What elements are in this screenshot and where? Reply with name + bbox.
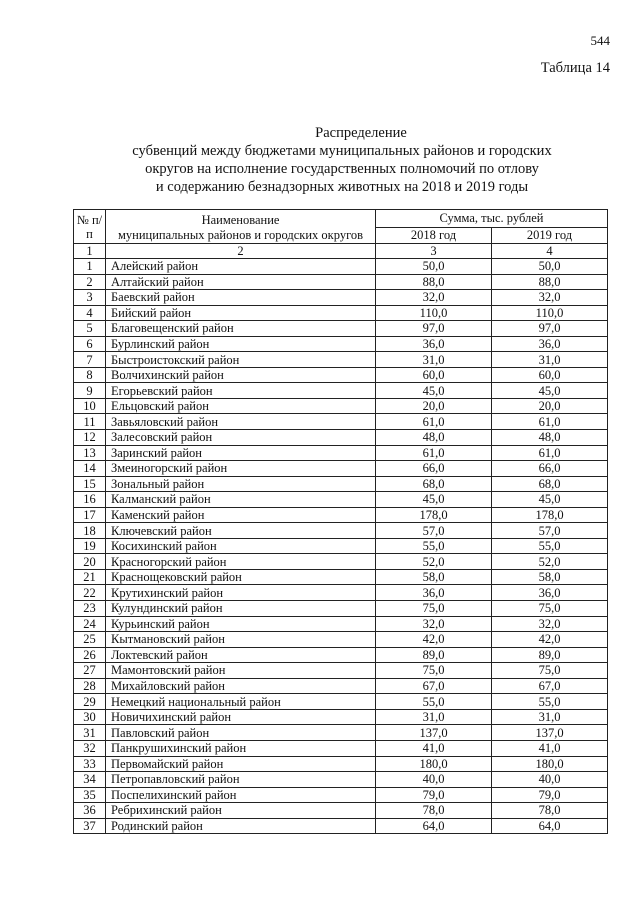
row-district-name: Кулундинский район bbox=[106, 601, 376, 617]
row-amount-2018: 32,0 bbox=[376, 616, 492, 632]
table-row bbox=[74, 787, 608, 803]
row-number: 12 bbox=[74, 430, 106, 446]
row-amount-2018: 75,0 bbox=[376, 601, 492, 617]
table-row bbox=[74, 321, 608, 337]
row-amount-2018: 42,0 bbox=[376, 632, 492, 648]
row-amount-2018: 178,0 bbox=[376, 507, 492, 523]
row-district-name: Ельцовский район bbox=[106, 398, 376, 414]
row-amount-2018: 88,0 bbox=[376, 274, 492, 290]
row-amount-2019: 68,0 bbox=[492, 476, 608, 492]
row-amount-2019: 75,0 bbox=[492, 663, 608, 679]
row-amount-2018: 89,0 bbox=[376, 647, 492, 663]
table-row bbox=[74, 476, 608, 492]
row-number: 21 bbox=[74, 569, 106, 585]
row-district-name: Ребрихинский район bbox=[106, 803, 376, 819]
table-row bbox=[74, 601, 608, 617]
row-district-name: Краснощековский район bbox=[106, 569, 376, 585]
row-amount-2019: 32,0 bbox=[492, 290, 608, 306]
row-number: 29 bbox=[74, 694, 106, 710]
title-line: субвенций между бюджетами муниципальных районов и городских bbox=[132, 143, 552, 159]
row-number: 2 bbox=[74, 274, 106, 290]
row-number: 8 bbox=[74, 367, 106, 383]
table-row bbox=[74, 259, 608, 275]
row-number: 6 bbox=[74, 336, 106, 352]
title-line: и содержанию безнадзорных животных на 2018 и 2019 годы bbox=[155, 179, 529, 195]
row-district-name: Локтевский район bbox=[106, 647, 376, 663]
row-amount-2018: 68,0 bbox=[376, 476, 492, 492]
row-number: 33 bbox=[74, 756, 106, 772]
table-row bbox=[74, 694, 608, 710]
row-amount-2019: 88,0 bbox=[492, 274, 608, 290]
row-number: 19 bbox=[74, 538, 106, 554]
row-number: 5 bbox=[74, 321, 106, 337]
table-row bbox=[74, 414, 608, 430]
row-amount-2019: 31,0 bbox=[492, 709, 608, 725]
row-amount-2019: 20,0 bbox=[492, 398, 608, 414]
row-amount-2019: 57,0 bbox=[492, 523, 608, 539]
header-name-line: Наименование bbox=[201, 213, 280, 227]
row-district-name: Мамонтовский район bbox=[106, 663, 376, 679]
header-name-line: муниципальных районов и городских округов bbox=[117, 228, 364, 242]
column-index: 2 bbox=[106, 244, 376, 259]
row-number: 1 bbox=[74, 259, 106, 275]
row-district-name: Крутихинский район bbox=[106, 585, 376, 601]
table-row bbox=[74, 647, 608, 663]
row-amount-2019: 55,0 bbox=[492, 694, 608, 710]
row-district-name: Родинский район bbox=[106, 818, 376, 834]
page-number: 544 bbox=[590, 33, 610, 48]
row-number: 3 bbox=[74, 290, 106, 306]
table-row bbox=[74, 336, 608, 352]
row-number: 10 bbox=[74, 398, 106, 414]
table-row bbox=[74, 445, 608, 461]
row-district-name: Новичихинский район bbox=[106, 709, 376, 725]
row-district-name: Кытмановский район bbox=[106, 632, 376, 648]
row-district-name: Завьяловский район bbox=[106, 414, 376, 430]
row-amount-2018: 110,0 bbox=[376, 305, 492, 321]
row-number: 31 bbox=[74, 725, 106, 741]
table-row bbox=[74, 678, 608, 694]
header-year-2018: 2018 год bbox=[376, 228, 492, 244]
row-amount-2018: 64,0 bbox=[376, 818, 492, 834]
row-district-name: Павловский район bbox=[106, 725, 376, 741]
table-row bbox=[74, 725, 608, 741]
title-line: округов на исполнение государственных полномочий по отлову bbox=[145, 161, 539, 177]
row-number: 13 bbox=[74, 445, 106, 461]
row-district-name: Быстроистокский район bbox=[106, 352, 376, 368]
row-amount-2019: 32,0 bbox=[492, 616, 608, 632]
row-district-name: Залесовский район bbox=[106, 430, 376, 446]
table-row bbox=[74, 538, 608, 554]
table-row bbox=[74, 274, 608, 290]
table-row bbox=[74, 305, 608, 321]
row-number: 30 bbox=[74, 709, 106, 725]
row-amount-2018: 41,0 bbox=[376, 740, 492, 756]
row-amount-2018: 55,0 bbox=[376, 694, 492, 710]
row-amount-2019: 97,0 bbox=[492, 321, 608, 337]
row-number: 27 bbox=[74, 663, 106, 679]
row-number: 14 bbox=[74, 461, 106, 477]
row-amount-2018: 48,0 bbox=[376, 430, 492, 446]
row-district-name: Поспелихинский район bbox=[106, 787, 376, 803]
header-name bbox=[106, 210, 376, 244]
row-district-name: Благовещенский район bbox=[106, 321, 376, 337]
row-district-name: Немецкий национальный район bbox=[106, 694, 376, 710]
row-amount-2019: 58,0 bbox=[492, 569, 608, 585]
row-amount-2019: 180,0 bbox=[492, 756, 608, 772]
row-amount-2019: 36,0 bbox=[492, 585, 608, 601]
row-district-name: Петропавловский район bbox=[106, 772, 376, 788]
row-number: 22 bbox=[74, 585, 106, 601]
row-number: 15 bbox=[74, 476, 106, 492]
row-number: 23 bbox=[74, 601, 106, 617]
row-amount-2018: 31,0 bbox=[376, 352, 492, 368]
table-row bbox=[74, 709, 608, 725]
row-district-name: Калманский район bbox=[106, 492, 376, 508]
row-amount-2018: 67,0 bbox=[376, 678, 492, 694]
row-district-name: Красногорский район bbox=[106, 554, 376, 570]
row-number: 26 bbox=[74, 647, 106, 663]
column-index: 4 bbox=[492, 244, 608, 259]
row-amount-2019: 61,0 bbox=[492, 414, 608, 430]
row-amount-2018: 78,0 bbox=[376, 803, 492, 819]
row-amount-2019: 45,0 bbox=[492, 492, 608, 508]
table-row bbox=[74, 772, 608, 788]
row-amount-2019: 41,0 bbox=[492, 740, 608, 756]
table-row bbox=[74, 740, 608, 756]
row-amount-2019: 36,0 bbox=[492, 336, 608, 352]
table-label: Таблица 14 bbox=[540, 60, 610, 76]
row-district-name: Змеиногорский район bbox=[106, 461, 376, 477]
row-number: 20 bbox=[74, 554, 106, 570]
row-amount-2018: 66,0 bbox=[376, 461, 492, 477]
row-number: 18 bbox=[74, 523, 106, 539]
row-number: 34 bbox=[74, 772, 106, 788]
row-amount-2019: 55,0 bbox=[492, 538, 608, 554]
table-row bbox=[74, 492, 608, 508]
row-amount-2019: 137,0 bbox=[492, 725, 608, 741]
table-row bbox=[74, 616, 608, 632]
row-district-name: Зональный район bbox=[106, 476, 376, 492]
row-amount-2019: 31,0 bbox=[492, 352, 608, 368]
column-index: 1 bbox=[74, 244, 106, 259]
row-amount-2018: 79,0 bbox=[376, 787, 492, 803]
row-amount-2019: 52,0 bbox=[492, 554, 608, 570]
row-amount-2018: 45,0 bbox=[376, 492, 492, 508]
row-amount-2018: 32,0 bbox=[376, 290, 492, 306]
row-district-name: Волчихинский район bbox=[106, 367, 376, 383]
column-index-row bbox=[74, 244, 608, 259]
row-district-name: Панкрушихинский район bbox=[106, 740, 376, 756]
row-amount-2018: 180,0 bbox=[376, 756, 492, 772]
row-amount-2019: 89,0 bbox=[492, 647, 608, 663]
row-district-name: Косихинский район bbox=[106, 538, 376, 554]
table-row bbox=[74, 523, 608, 539]
row-amount-2019: 67,0 bbox=[492, 678, 608, 694]
row-number: 4 bbox=[74, 305, 106, 321]
table-row bbox=[74, 585, 608, 601]
row-amount-2018: 40,0 bbox=[376, 772, 492, 788]
row-district-name: Ключевский район bbox=[106, 523, 376, 539]
table-row bbox=[74, 290, 608, 306]
row-amount-2019: 178,0 bbox=[492, 507, 608, 523]
row-amount-2018: 45,0 bbox=[376, 383, 492, 399]
row-number: 11 bbox=[74, 414, 106, 430]
table-row bbox=[74, 430, 608, 446]
row-amount-2018: 75,0 bbox=[376, 663, 492, 679]
table-row bbox=[74, 461, 608, 477]
row-number: 37 bbox=[74, 818, 106, 834]
row-amount-2018: 52,0 bbox=[376, 554, 492, 570]
row-amount-2018: 58,0 bbox=[376, 569, 492, 585]
row-amount-2018: 137,0 bbox=[376, 725, 492, 741]
row-amount-2018: 57,0 bbox=[376, 523, 492, 539]
row-amount-2019: 61,0 bbox=[492, 445, 608, 461]
table-row bbox=[74, 507, 608, 523]
row-district-name: Баевский район bbox=[106, 290, 376, 306]
row-amount-2019: 48,0 bbox=[492, 430, 608, 446]
row-amount-2019: 40,0 bbox=[492, 772, 608, 788]
title-line: Распределение bbox=[315, 125, 407, 141]
table-row bbox=[74, 663, 608, 679]
row-district-name: Курьинский район bbox=[106, 616, 376, 632]
row-number: 9 bbox=[74, 383, 106, 399]
row-district-name: Алейский район bbox=[106, 259, 376, 275]
table-row bbox=[74, 398, 608, 414]
row-number: 32 bbox=[74, 740, 106, 756]
row-amount-2019: 78,0 bbox=[492, 803, 608, 819]
row-amount-2019: 64,0 bbox=[492, 818, 608, 834]
row-amount-2018: 55,0 bbox=[376, 538, 492, 554]
row-district-name: Алтайский район bbox=[106, 274, 376, 290]
table-row bbox=[74, 803, 608, 819]
row-amount-2018: 97,0 bbox=[376, 321, 492, 337]
row-amount-2018: 31,0 bbox=[376, 709, 492, 725]
row-number: 28 bbox=[74, 678, 106, 694]
row-amount-2019: 75,0 bbox=[492, 601, 608, 617]
table-row bbox=[74, 367, 608, 383]
column-index: 3 bbox=[376, 244, 492, 259]
table-row bbox=[74, 383, 608, 399]
row-number: 36 bbox=[74, 803, 106, 819]
document-title bbox=[0, 124, 640, 196]
row-amount-2019: 42,0 bbox=[492, 632, 608, 648]
row-amount-2019: 110,0 bbox=[492, 305, 608, 321]
table-row bbox=[74, 632, 608, 648]
row-number: 16 bbox=[74, 492, 106, 508]
row-number: 24 bbox=[74, 616, 106, 632]
row-amount-2019: 60,0 bbox=[492, 367, 608, 383]
header-year-2019: 2019 год bbox=[492, 228, 608, 244]
row-amount-2018: 60,0 bbox=[376, 367, 492, 383]
table-row bbox=[74, 554, 608, 570]
row-district-name: Заринский район bbox=[106, 445, 376, 461]
row-district-name: Первомайский район bbox=[106, 756, 376, 772]
table-row bbox=[74, 352, 608, 368]
table-row bbox=[74, 756, 608, 772]
row-amount-2018: 61,0 bbox=[376, 414, 492, 430]
row-district-name: Бурлинский район bbox=[106, 336, 376, 352]
row-amount-2019: 79,0 bbox=[492, 787, 608, 803]
row-amount-2018: 50,0 bbox=[376, 259, 492, 275]
row-amount-2018: 36,0 bbox=[376, 585, 492, 601]
row-district-name: Бийский район bbox=[106, 305, 376, 321]
header-number: № п/п bbox=[74, 210, 106, 244]
row-number: 35 bbox=[74, 787, 106, 803]
row-number: 7 bbox=[74, 352, 106, 368]
row-amount-2019: 45,0 bbox=[492, 383, 608, 399]
row-amount-2018: 61,0 bbox=[376, 445, 492, 461]
row-number: 17 bbox=[74, 507, 106, 523]
row-district-name: Егорьевский район bbox=[106, 383, 376, 399]
row-district-name: Михайловский район bbox=[106, 678, 376, 694]
row-amount-2019: 66,0 bbox=[492, 461, 608, 477]
table-row bbox=[74, 569, 608, 585]
table-row bbox=[74, 818, 608, 834]
row-amount-2019: 50,0 bbox=[492, 259, 608, 275]
header-sum: Сумма, тыс. рублей bbox=[376, 210, 608, 228]
row-district-name: Каменский район bbox=[106, 507, 376, 523]
table-body bbox=[74, 259, 608, 834]
distribution-table bbox=[73, 209, 608, 834]
row-amount-2018: 20,0 bbox=[376, 398, 492, 414]
row-amount-2018: 36,0 bbox=[376, 336, 492, 352]
row-number: 25 bbox=[74, 632, 106, 648]
